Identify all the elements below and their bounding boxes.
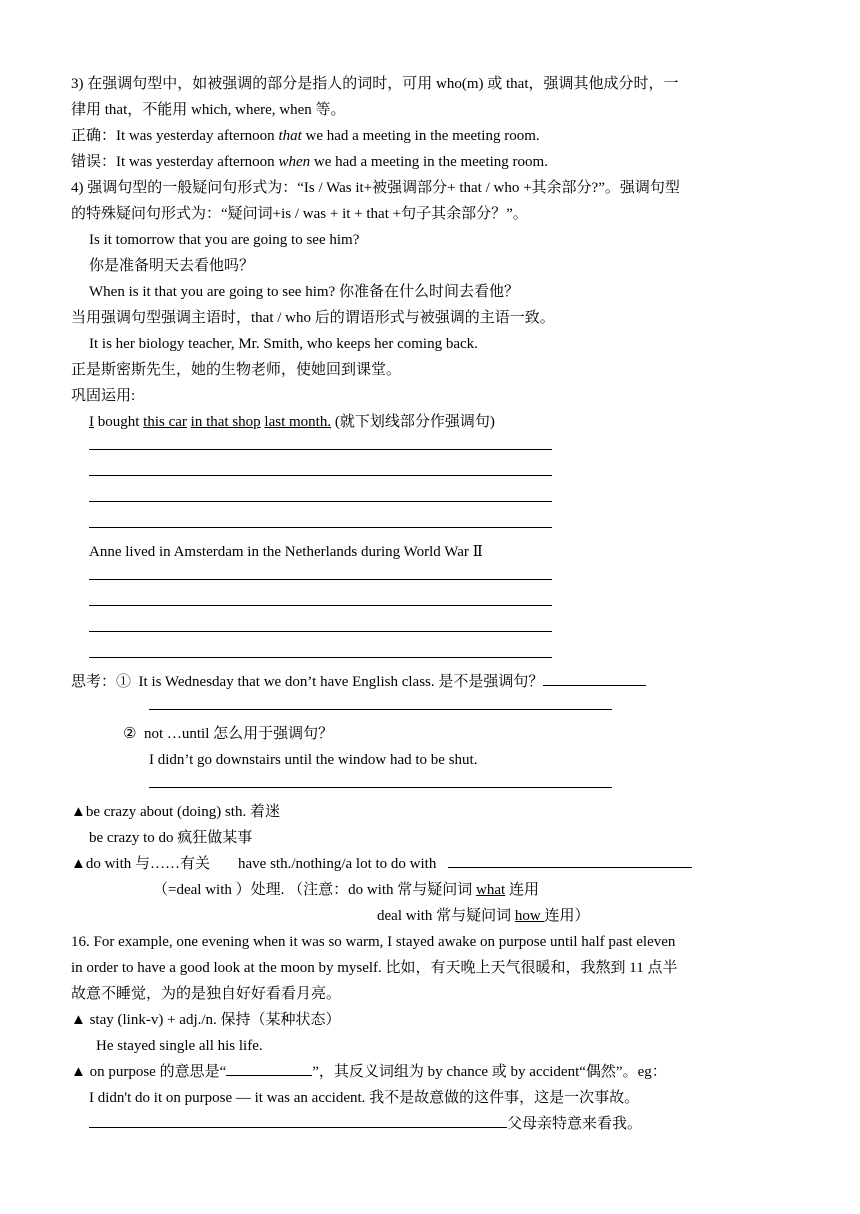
on-purpose-example: I didn't do it on purpose — it was an accident. 我不是故意做的这件事，这是一次事故。 <box>89 1090 640 1106</box>
correct-italic: that <box>278 128 302 144</box>
underlined-place: in that shop <box>190 414 261 430</box>
have-to-do-with: have sth./nothing/a lot to do with <box>238 856 437 872</box>
do-with-answer-blank[interactable] <box>448 851 692 868</box>
crazy-about: ▲be crazy about (doing) sth. 着迷 <box>71 804 280 820</box>
text-segment: 连用） <box>544 908 590 924</box>
stay-example: He stayed single all his life. <box>96 1038 263 1054</box>
answer-line[interactable] <box>71 513 791 539</box>
text-segment: bought <box>94 414 144 430</box>
answer-line[interactable] <box>71 591 791 617</box>
text-segment: (就下划线部分作强调句) <box>331 414 495 430</box>
subject-rule: 当用强调句型强调主语时，that / who 后的谓语形式与被强调的主语一致。 <box>71 310 555 326</box>
answer-line[interactable] <box>71 461 791 487</box>
q1-text: It is Wednesday that we don’t have English class. 是不是强调句？ <box>138 674 544 690</box>
on-purpose-rule <box>71 1059 791 1085</box>
deal-with-note: deal with 常与疑问词 <box>377 908 515 924</box>
do-with-meaning: ▲do with 与……有关 <box>71 856 211 872</box>
practice-title: 巩固运用: <box>71 388 136 404</box>
q1-answer-blank[interactable] <box>543 669 646 686</box>
practice-sentence2: Anne lived in Amsterdam in the Netherlands during World War Ⅱ <box>89 544 483 560</box>
on-purpose-b: ”，其反义词组为 by chance 或 by accident“偶然”。eg： <box>312 1064 667 1080</box>
example3-en: It is her biology teacher, Mr. Smith, who keeps her coming back. <box>89 336 478 352</box>
correct-prefix: 正确：It was yesterday afternoon <box>71 128 279 144</box>
q2-text: not …until 怎么用于强调句？ <box>143 726 334 742</box>
how-word: how <box>514 908 545 924</box>
text-segment: 连用 <box>505 882 539 898</box>
do-with-line1 <box>71 851 791 877</box>
answer-line[interactable] <box>71 487 791 513</box>
think-q1 <box>71 669 791 695</box>
para16-line1: 16. For example, one evening when it was so warm, I stayed awake on purpose until half past eleven <box>71 934 676 950</box>
translate-line <box>71 1111 791 1137</box>
crazy-to-do: be crazy to do 疯狂做某事 <box>89 830 253 846</box>
example2: When is it that you are going to see him? 你准备在什么时间去看他？ <box>89 284 519 300</box>
answer-line[interactable] <box>71 435 791 461</box>
answer-line[interactable] <box>71 617 791 643</box>
answer-line[interactable] <box>71 643 791 669</box>
para4-line1: 4) 强调句型的一般疑问句形式为：“Is / Was it+被强调部分+ that / who +其余部分?”。强调句型 <box>71 180 680 196</box>
underlined-time: last month. <box>264 414 332 430</box>
q2-number: ② <box>123 726 137 742</box>
wrong-prefix: 错误：It was yesterday afternoon <box>71 154 279 170</box>
stay-rule: ▲ stay (link-v) + adj./n. 保持（某种状态） <box>71 1012 341 1028</box>
correct-suffix: we had a meeting in the meeting room. <box>301 128 540 144</box>
example1-en: Is it tomorrow that you are going to see him? <box>89 232 360 248</box>
think-q2 <box>71 721 791 747</box>
q2-answer-line[interactable] <box>71 773 791 799</box>
underlined-subject: I <box>89 414 94 430</box>
think-q2-example: I didn’t go downstairs until the window had to be shut. <box>149 752 478 768</box>
para3-line1: 3) 在强调句型中，如被强调的部分是指人的词时，可用 who(m) 或 that，强调其他成分时，一 <box>71 76 679 92</box>
wrong-italic: when <box>278 154 311 170</box>
deal-with-line <box>71 903 791 929</box>
do-with-note: （=deal with ）处理. （注意：do with 常与疑问词 <box>153 882 477 898</box>
translate-blank[interactable] <box>89 1111 507 1128</box>
think-label: 思考： <box>71 674 117 690</box>
on-purpose-blank[interactable] <box>226 1059 312 1076</box>
para16-line2: in order to have a good look at the moon by myself. 比如，有天晚上天气很暖和，我熬到 11 点半 <box>71 960 678 976</box>
document-page <box>71 71 791 1137</box>
example3-cn: 正是斯密斯先生，她的生物老师，使她回到课堂。 <box>71 362 402 378</box>
para16-line3: 故意不睡觉，为的是独自好好看看月亮。 <box>71 986 342 1002</box>
what-word: what <box>476 882 506 898</box>
answer-line[interactable] <box>71 565 791 591</box>
q1-answer-line[interactable] <box>71 695 791 721</box>
translate-cn: 父母亲特意来看我。 <box>507 1116 643 1132</box>
wrong-suffix: we had a meeting in the meeting room. <box>310 154 548 170</box>
correct-example <box>71 123 791 149</box>
do-with-line2 <box>71 877 791 903</box>
on-purpose-a: ▲ on purpose 的意思是“ <box>71 1064 227 1080</box>
wrong-example <box>71 149 791 175</box>
para4-line2: 的特殊疑问句形式为：“疑问词+is / was + it + that +句子其余部分？”。 <box>71 206 528 222</box>
practice-sentence1 <box>71 409 791 435</box>
underlined-object: this car <box>143 414 187 430</box>
q1-number: ① <box>116 674 132 690</box>
para3-line2: 律用 that，不能用 which, where, when 等。 <box>71 102 346 118</box>
example1-cn: 你是准备明天去看他吗？ <box>89 258 255 274</box>
